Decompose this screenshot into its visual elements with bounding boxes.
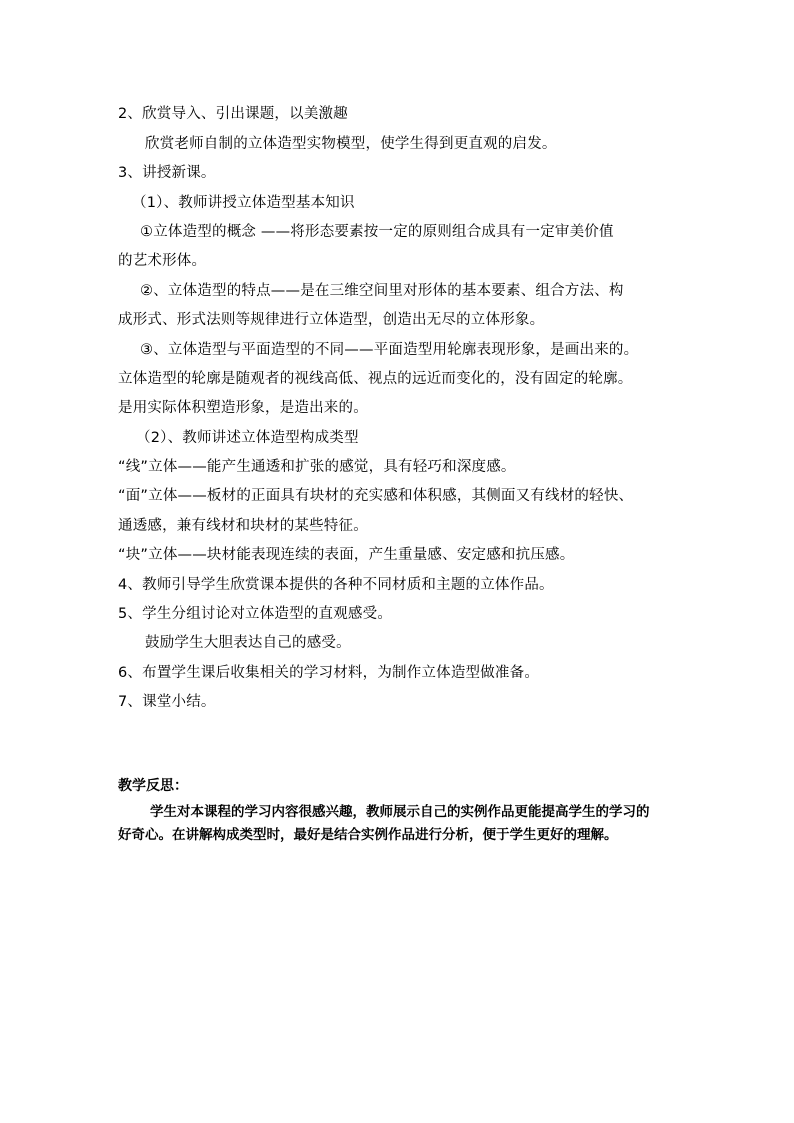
step-5-item: 5、学生分组讨论对立体造型的直观感受。: [118, 606, 393, 622]
step-4-item: 4、教师引导学生欣赏课本提供的各种不同材质和主题的立体作品。: [118, 577, 554, 593]
difference-paragraph-line-3: 是用实际体积塑造形象，是造出来的。: [118, 400, 368, 416]
substep-1-heading: （1）、教师讲授立体造型基本知识: [132, 195, 355, 211]
substep-2-heading: （2）、教师讲述立体造型构成类型: [136, 430, 359, 446]
reflection-line-1: 学生对本课程的学习内容很感兴趣，教师展示自己的实例作品更能提高学生的学习的: [150, 804, 650, 820]
difference-paragraph-line-1: ③、立体造型与平面造型的不同——平面造型用轮廓表现形象，是画出来的。: [140, 342, 639, 358]
features-paragraph-line-2: 成形式、形式法则等规律进行立体造型，创造出无尽的立体形象。: [118, 312, 545, 328]
features-paragraph-line-1: ②、立体造型的特点——是在三维空间里对形体的基本要素、组合方法、构: [140, 283, 624, 299]
step-7-item: 7、课堂小结。: [118, 694, 216, 710]
difference-paragraph-line-2: 立体造型的轮廓是随观者的视线高低、视点的远近而变化的，没有固定的轮廓。: [118, 371, 633, 387]
step-6-item: 6、布置学生课后收集相关的学习材料，为制作立体造型做准备。: [118, 665, 540, 681]
reflection-title: 教学反思：: [118, 778, 188, 794]
plane-solid-paragraph-line-1: “面”立体——板材的正面具有块材的充实感和体积感，其侧面又有线材的轻快、: [118, 488, 634, 504]
concept-paragraph-line-2: 的艺术形体。: [118, 253, 207, 269]
reflection-line-2: 好奇心。在讲解构成类型时，最好是结合实例作品进行分析，便于学生更好的理解。: [118, 827, 618, 843]
block-solid-paragraph: “块”立体——块材能表现连续的表面，产生重量感、安定感和抗压感。: [118, 547, 575, 563]
step-2-body: 欣赏老师自制的立体造型实物模型，使学生得到更直观的启发。: [145, 136, 557, 152]
plane-solid-paragraph-line-2: 通透感，兼有线材和块材的某些特征。: [118, 518, 368, 534]
concept-paragraph-line-1: ①立体造型的概念 ——将形态要素按一定的原则组合成具有一定审美价值: [140, 224, 614, 240]
step-5-body: 鼓励学生大胆表达自己的感受。: [145, 635, 351, 651]
step-3-heading: 3、讲授新课。: [118, 165, 216, 181]
line-solid-paragraph: “线”立体——能产生通透和扩张的感觉，具有轻巧和深度感。: [118, 459, 516, 475]
step-2-heading: 2、欣赏导入、引出课题，以美激趣: [118, 106, 348, 122]
